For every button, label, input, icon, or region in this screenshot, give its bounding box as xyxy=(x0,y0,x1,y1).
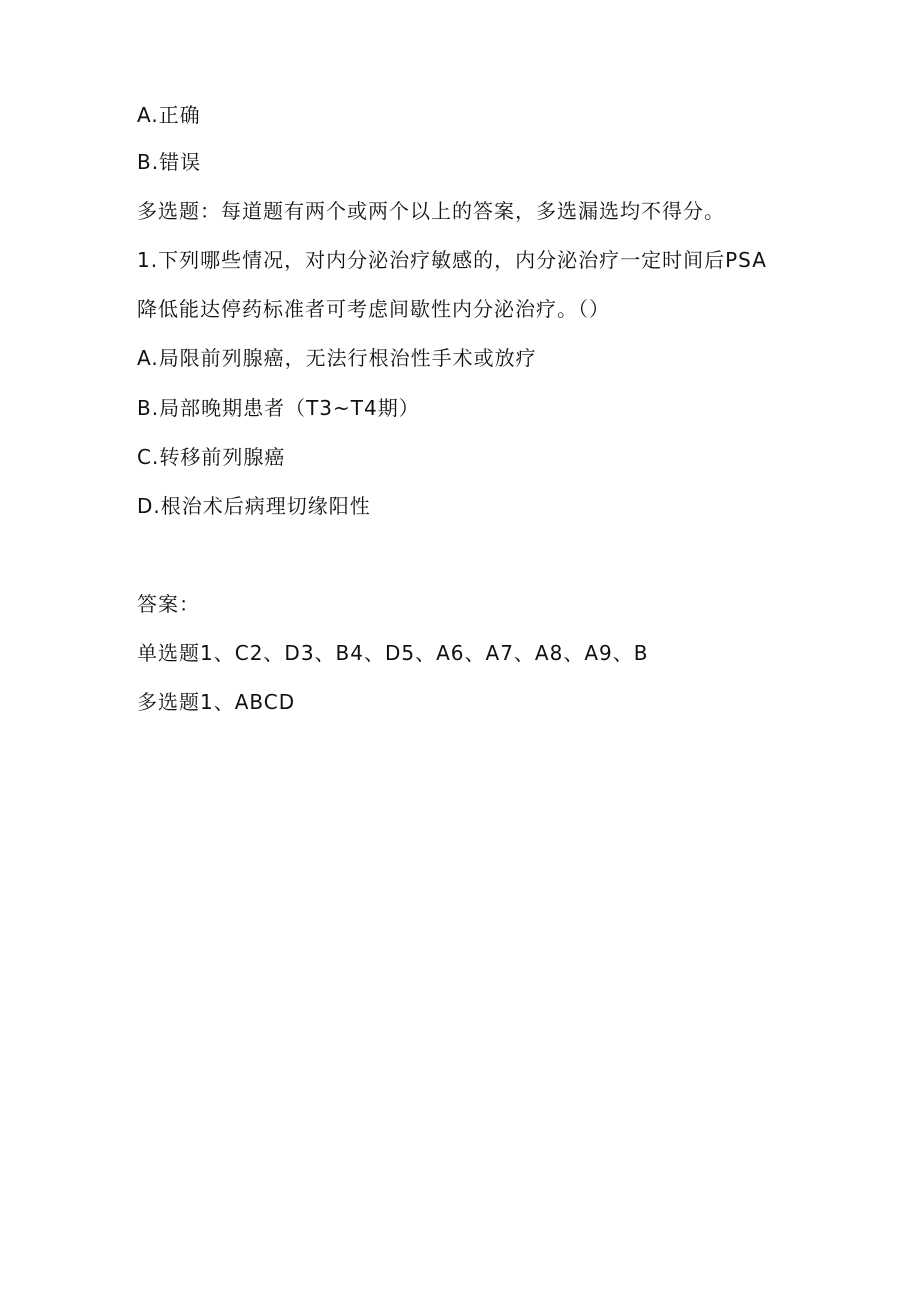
question-text-line-2: 降低能达停药标准者可考虑间歇性内分泌治疗。（） xyxy=(137,297,610,321)
question-option-c: C.转移前列腺癌 xyxy=(137,445,286,469)
question-option-a: A.局限前列腺癌，无法行根治性手术或放疗 xyxy=(137,346,537,370)
prev-option-b: B.错误 xyxy=(137,150,202,174)
multi-choice-answers: 多选题1、ABCD xyxy=(137,690,296,714)
multi-choice-instruction: 多选题：每道题有两个或两个以上的答案，多选漏选均不得分。 xyxy=(137,199,725,223)
question-option-b: B.局部晚期患者（T3~T4期） xyxy=(137,396,420,420)
question-option-d: D.根治术后病理切缘阳性 xyxy=(137,494,371,518)
question-text-line-1: 1.下列哪些情况，对内分泌治疗敏感的，内分泌治疗一定时间后PSA xyxy=(137,248,767,272)
single-choice-answers: 单选题1、C2、D3、B4、D5、A6、A7、A8、A9、B xyxy=(137,641,649,665)
answers-heading: 答案： xyxy=(137,592,200,616)
prev-option-a: A.正确 xyxy=(137,103,201,127)
